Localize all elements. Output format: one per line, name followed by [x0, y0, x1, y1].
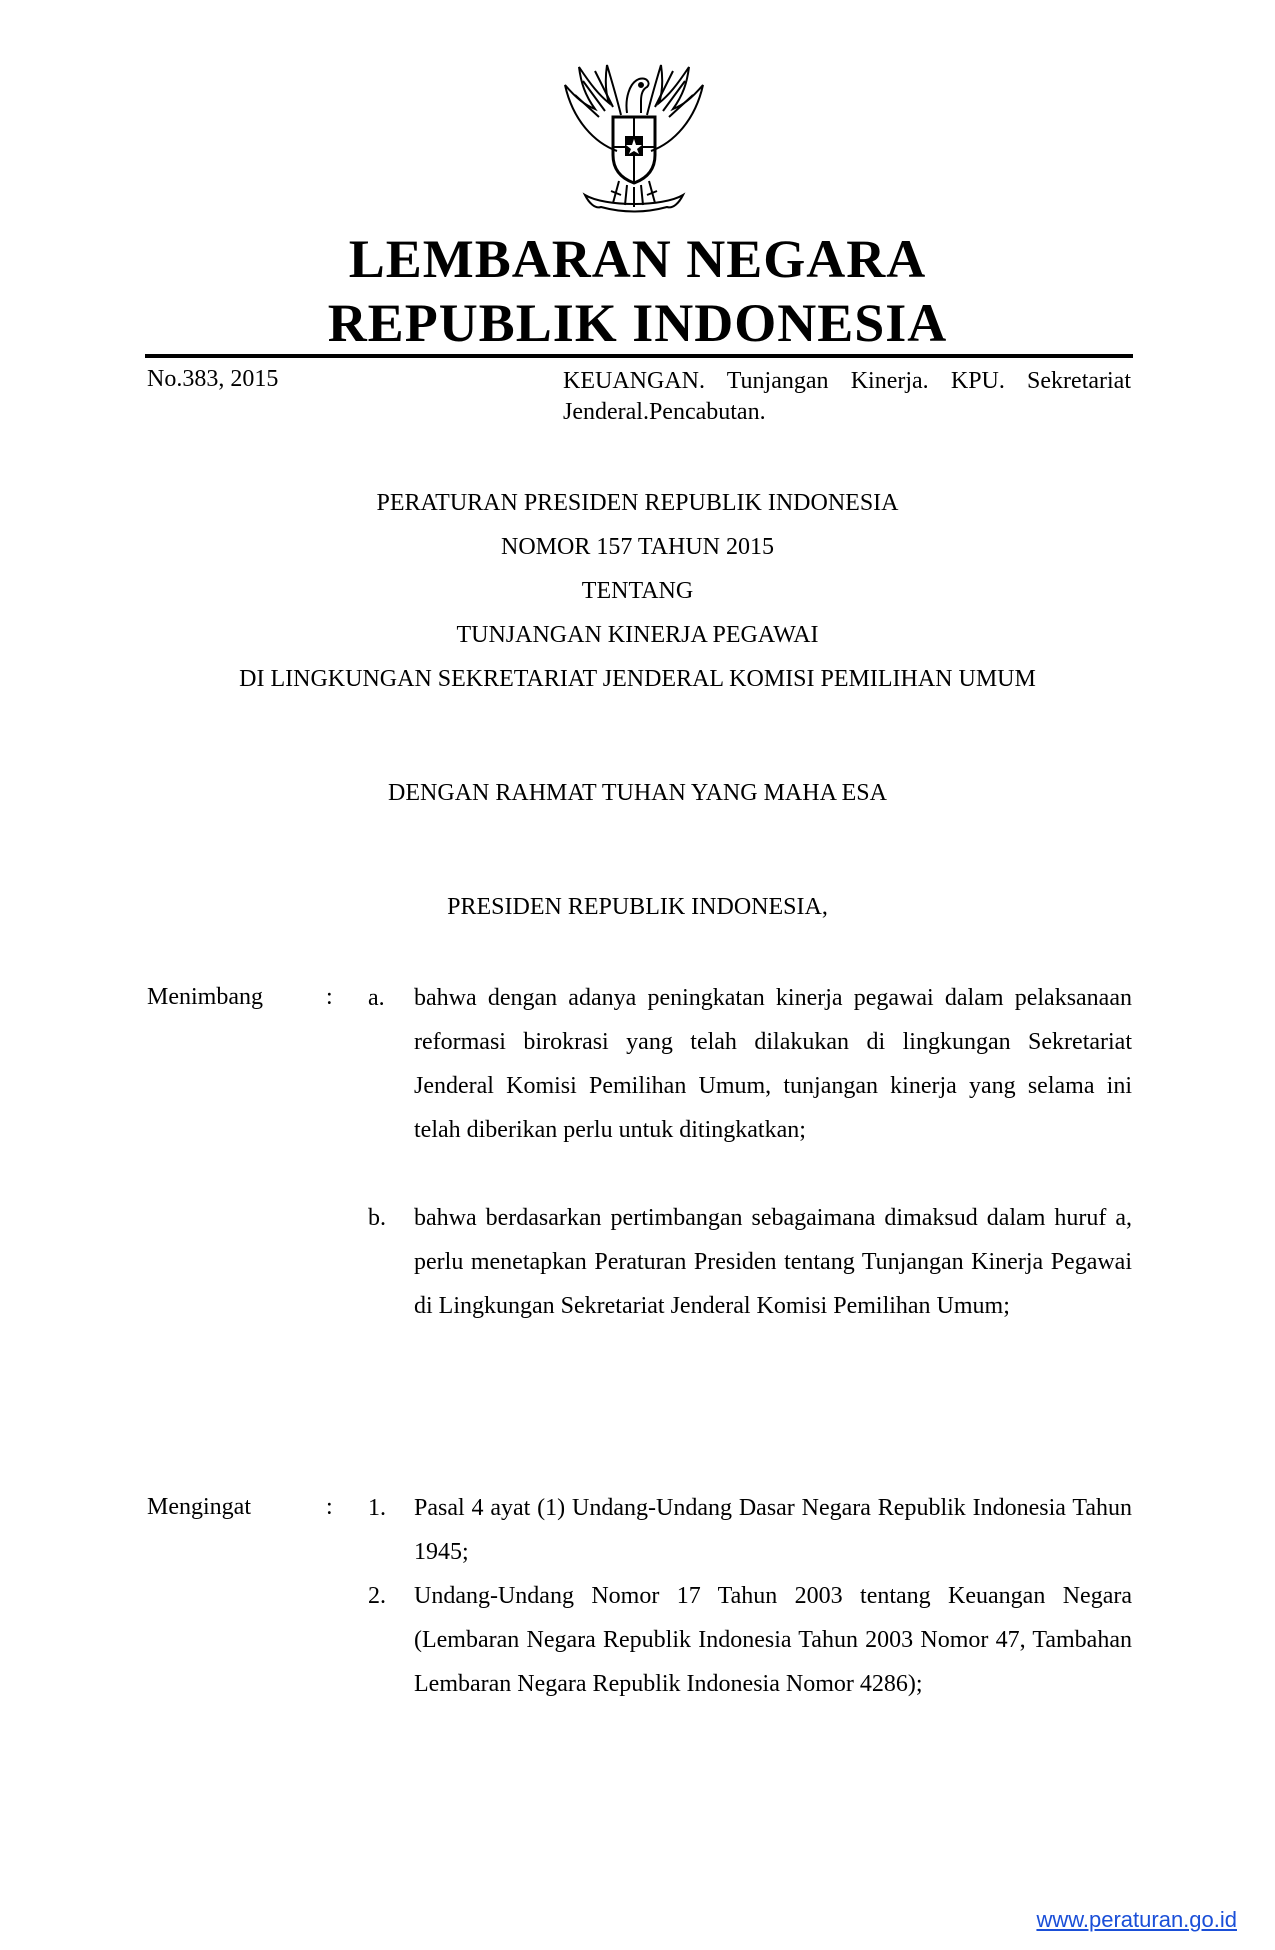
menimbang-label: Menimbang: [147, 984, 263, 1010]
blessing-line: DENGAN RAHMAT TUHAN YANG MAHA ESA: [388, 780, 887, 806]
list-marker: 1.: [368, 1495, 386, 1521]
gazette-number: No.383, 2015: [147, 366, 279, 392]
list-item-text: bahwa berdasarkan pertimbangan sebagaimana dimaksud dalam huruf a, perlu menetapkan Peraturan Presiden tentang Tunjangan Kinerja Pegawai di Lingkungan Sekretariat Jenderal Komisi Pemilihan Umum;: [414, 1205, 1132, 1319]
menimbang-item-b: [368, 1196, 1132, 1328]
regulation-line1: PERATURAN PRESIDEN REPUBLIK INDONESIA: [376, 490, 899, 516]
menimbang-item-a: [368, 976, 1132, 1152]
mengingat-label: Mengingat: [147, 1494, 251, 1520]
menimbang-colon: :: [326, 984, 333, 1010]
list-item-text: Undang-Undang Nomor 17 Tahun 2003 tentang Keuangan Negara (Lembaran Negara Republik Indonesia Tahun 2003 Nomor 47, Tambahan Lembaran Negara Republik Indonesia Nomor 4286);: [414, 1583, 1132, 1697]
gazette-title-line1: LEMBARAN NEGARA: [348, 229, 927, 289]
regulation-line5: DI LINGKUNGAN SEKRETARIAT JENDERAL KOMISI PEMILIHAN UMUM: [239, 666, 1036, 692]
president-line: PRESIDEN REPUBLIK INDONESIA,: [447, 894, 828, 920]
website-link[interactable]: www.peraturan.go.id: [1036, 1907, 1237, 1932]
list-marker: b.: [368, 1205, 386, 1231]
regulation-line2: NOMOR 157 TAHUN 2015: [501, 534, 774, 560]
header-divider: [145, 354, 1133, 358]
list-marker: a.: [368, 985, 385, 1011]
list-item-text: Pasal 4 ayat (1) Undang-Undang Dasar Negara Republik Indonesia Tahun 1945;: [414, 1495, 1132, 1565]
list-marker: 2.: [368, 1583, 386, 1609]
mengingat-colon: :: [326, 1494, 333, 1520]
regulation-line3: TENTANG: [581, 578, 694, 604]
garuda-emblem-icon: [555, 55, 713, 215]
gazette-title-line2: REPUBLIK INDONESIA: [327, 293, 948, 353]
gazette-subject: KEUANGAN. Tunjangan Kinerja. KPU. Sekretariat Jenderal.Pencabutan.: [563, 368, 1131, 426]
mengingat-item-1: [368, 1486, 1132, 1574]
regulation-line4: TUNJANGAN KINERJA PEGAWAI: [456, 622, 819, 648]
mengingat-item-2: [368, 1574, 1132, 1706]
list-item-text: bahwa dengan adanya peningkatan kinerja pegawai dalam pelaksanaan reformasi birokrasi yang telah dilakukan di lingkungan Sekretariat Jenderal Komisi Pemilihan Umum, tunjangan kinerja yang selama ini telah diberikan perlu untuk ditingkatkan;: [414, 985, 1132, 1143]
